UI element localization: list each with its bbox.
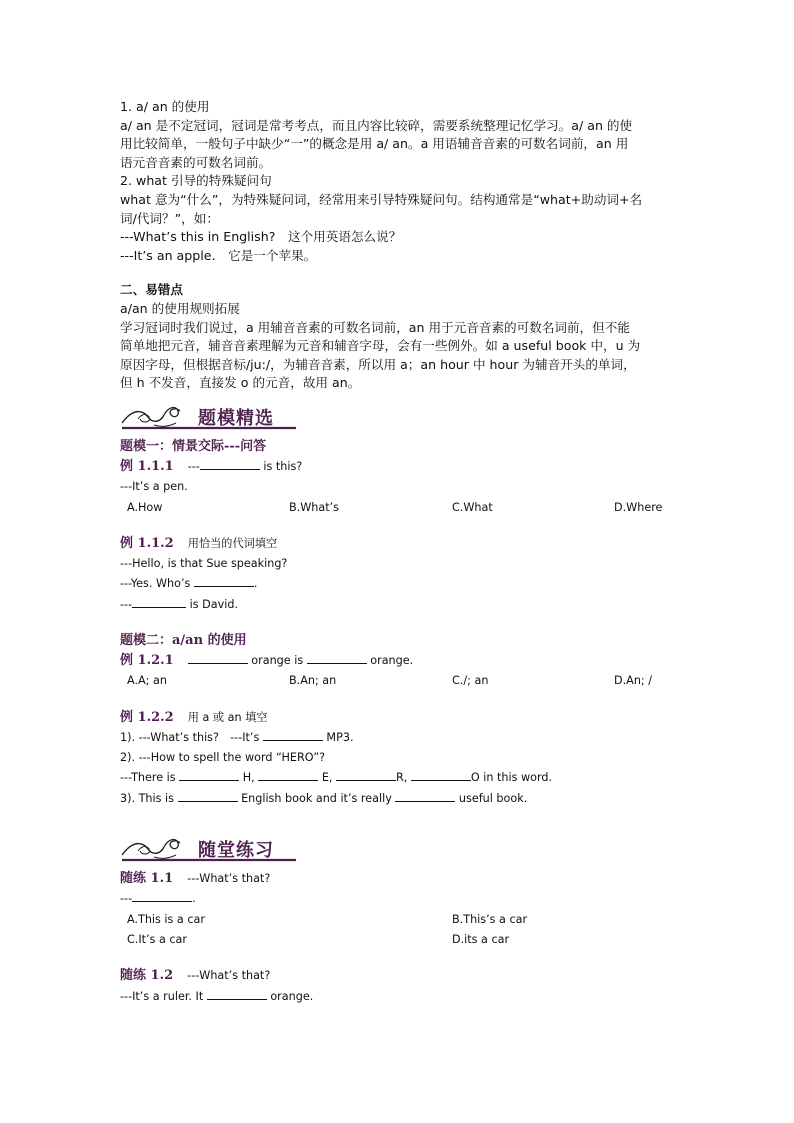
errors-line: 原因字母，但根据音标/ju:/，为辅音音素，所以用 a；an hour 中 hour 为辅音开头的单词， [120, 356, 636, 372]
option-d[interactable]: D.Where [614, 500, 663, 514]
module-heading: 题模二：a/an 的使用 [120, 632, 247, 648]
knowledge-line: ---What’s this in English? 这个用英语怎么说？ [120, 229, 402, 245]
option-b[interactable]: B.What’s [289, 500, 340, 514]
exercise-line: ---There is H, E, R, O in this word. [120, 768, 676, 788]
errors-line: 但 h 不发音，直接发 o 的元音，故用 an。 [120, 375, 361, 391]
option-c[interactable]: C./; an [452, 674, 489, 688]
knowledge-line: ---It’s an apple. 它是一个苹果。 [120, 247, 317, 263]
answer-blank[interactable] [179, 768, 239, 781]
answer-blank[interactable] [178, 789, 238, 802]
section-title: 随堂练习 [198, 840, 274, 862]
answer-line: ---It’s a pen. [120, 480, 188, 494]
option-d[interactable]: D.An; / [614, 674, 653, 688]
errors-line: 简单地把元音，辅音音素理解为元音和辅音字母，会有一些例外。如 a useful book 中，u 为 [120, 338, 641, 354]
exercise-line: 3). This is English book and it’s really useful book. [120, 789, 676, 809]
answer-blank[interactable] [411, 768, 471, 781]
knowledge-line: 用比较简单，一般句子中缺少“一”的概念是用 a/ an。a 用语辅音音素的可数名词前，an 用 [120, 136, 629, 152]
knowledge-line: 语元音音素的可数名词前。 [120, 154, 272, 170]
option-a[interactable]: A.This is a car [127, 912, 205, 926]
answer-blank[interactable] [194, 574, 254, 587]
section-title: 题模精选 [198, 407, 274, 429]
exercise-line: 1). ---What’s this? ---It’s MP3. [120, 728, 676, 748]
document-page [120, 98, 676, 1007]
dialogue-line: --- is David. [120, 595, 676, 615]
practice-label: 随练 1.2 [120, 968, 174, 984]
option-a[interactable]: A.A; an [127, 674, 167, 688]
answer-blank[interactable] [200, 457, 260, 470]
options-row [120, 910, 676, 930]
options-row [120, 498, 676, 518]
answer-blank[interactable] [132, 595, 186, 608]
example-label: 例 1.2.2 [120, 709, 174, 725]
knowledge-line: 词/代词？”，如： [120, 210, 219, 226]
question-line: 随练 1.1 ---What’s that? [120, 871, 271, 887]
answer-line: --- . [120, 889, 676, 909]
answer-blank[interactable] [188, 651, 248, 664]
example-label: 例 1.1.1 [120, 458, 174, 474]
knowledge-line: a/ an 是不定冠词，冠词是常考考点，而且内容比较碎，需要系统整理记忆学习。a/ an 的使 [120, 117, 633, 133]
option-c[interactable]: C.What [452, 500, 493, 514]
example-label: 例 1.1.2 [120, 535, 174, 551]
options-row [120, 671, 676, 691]
answer-blank[interactable] [395, 789, 455, 802]
option-a[interactable]: A.How [127, 500, 163, 514]
errors-heading: 二、易错点 [120, 282, 183, 298]
dialogue-line: ---Yes. Who’s . [120, 574, 676, 594]
knowledge-line: what 意为“什么”，为特殊疑问词，经常用来引导特殊疑问句。结构通常是“what+助动词+名 [120, 191, 643, 207]
question-line: 例 1.1.2 用恰当的代词填空 [120, 535, 278, 551]
options-row [120, 930, 676, 950]
exercise-line: 2). ---How to spell the word “HERO”? [120, 751, 326, 765]
option-b[interactable]: B.This’s a car [452, 912, 528, 926]
errors-line: a/an 的使用规则拓展 [120, 300, 240, 316]
question-line: 例 1.2.2 用 a 或 an 填空 [120, 709, 268, 725]
knowledge-line: 1. a/ an 的使用 [120, 99, 210, 114]
dialogue-line: ---Hello, is that Sue speaking? [120, 557, 288, 571]
answer-blank[interactable] [258, 768, 318, 781]
answer-line: ---It’s a ruler. It orange. [120, 987, 676, 1007]
answer-blank[interactable] [336, 768, 396, 781]
option-d[interactable]: D.its a car [452, 932, 510, 946]
module-heading: 题模一：情景交际---问答 [120, 438, 267, 454]
option-c[interactable]: C.It’s a car [127, 932, 188, 946]
errors-line: 学习冠词时我们说过，a 用辅音音素的可数名词前，an 用于元音音素的可数名词前，但不能 [120, 319, 630, 335]
question-line: 例 1.1.1 --- is this? [120, 458, 303, 474]
question-line: 例 1.2.1 orange is orange. [120, 652, 414, 668]
answer-blank[interactable] [132, 889, 192, 902]
section-header-1 [120, 401, 676, 431]
answer-blank[interactable] [307, 651, 367, 664]
question-line: 随练 1.2 ---What’s that? [120, 968, 271, 984]
answer-blank[interactable] [263, 728, 323, 741]
practice-label: 随练 1.1 [120, 871, 174, 887]
knowledge-line: 2. what 引导的特殊疑问句 [120, 173, 272, 189]
section-header-2 [120, 833, 676, 863]
option-b[interactable]: B.An; an [289, 674, 337, 688]
example-label: 例 1.2.1 [120, 652, 174, 668]
answer-blank[interactable] [207, 987, 267, 1000]
